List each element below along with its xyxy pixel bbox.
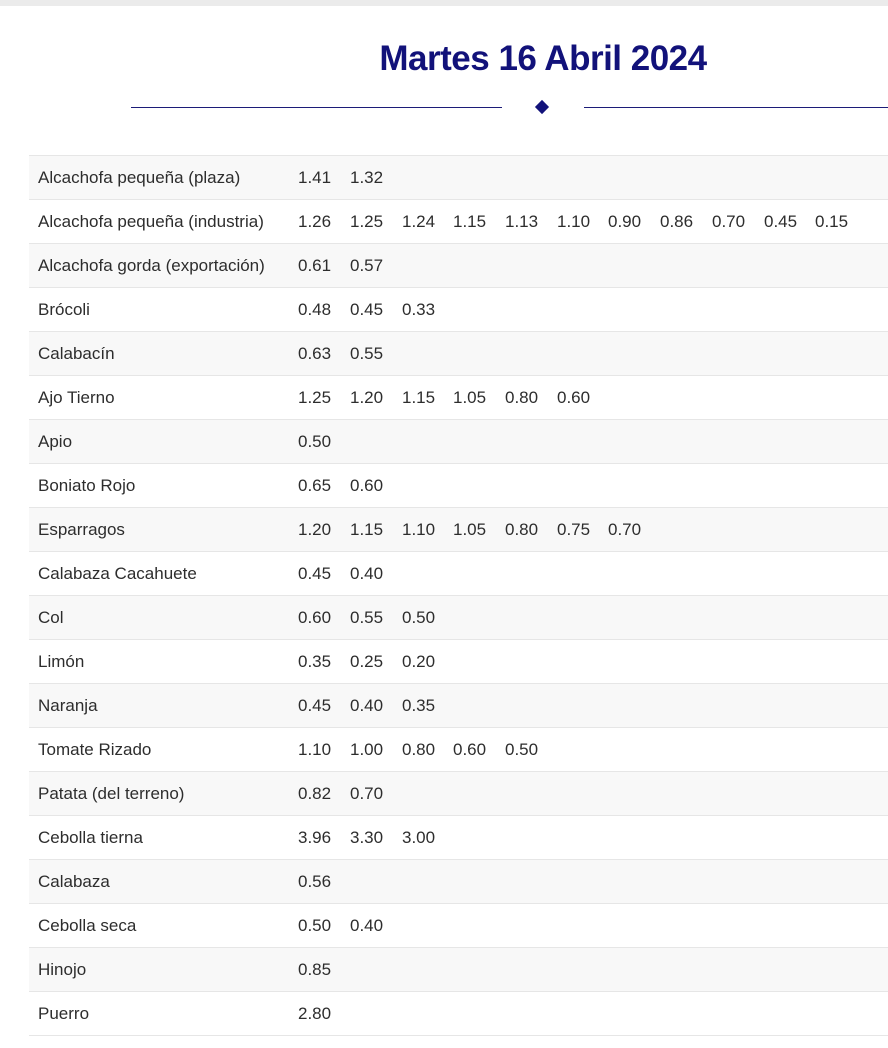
table-row bbox=[29, 244, 888, 288]
product-name: Esparragos bbox=[38, 520, 125, 539]
price-cell: 0.65 bbox=[298, 476, 332, 495]
price-cell: 0.55 bbox=[350, 344, 384, 363]
price-cell: 0.40 bbox=[350, 916, 384, 935]
price-cell: 0.50 bbox=[402, 608, 436, 627]
price-cell: 1.15 bbox=[453, 212, 487, 231]
table-row bbox=[29, 992, 888, 1036]
price-cell: 0.45 bbox=[764, 212, 798, 231]
table-row bbox=[29, 596, 888, 640]
price-cell: 0.60 bbox=[298, 608, 332, 627]
table-row bbox=[29, 420, 888, 464]
table-row bbox=[29, 904, 888, 948]
price-cell: 0.56 bbox=[298, 872, 332, 891]
price-cell: 0.45 bbox=[298, 696, 332, 715]
product-name: Boniato Rojo bbox=[38, 476, 136, 495]
price-cell: 0.20 bbox=[402, 652, 436, 671]
price-cell: 1.20 bbox=[298, 520, 332, 539]
price-cell: 1.25 bbox=[350, 212, 384, 231]
product-name: Calabacín bbox=[38, 344, 115, 363]
price-cell: 0.50 bbox=[505, 740, 539, 759]
table-row bbox=[29, 288, 888, 332]
diamond-ornament-icon bbox=[535, 100, 549, 114]
table-row bbox=[29, 816, 888, 860]
price-cell: 1.05 bbox=[453, 388, 487, 407]
table-row bbox=[29, 464, 888, 508]
price-cell: 1.05 bbox=[453, 520, 487, 539]
price-cell: 0.45 bbox=[350, 300, 384, 319]
table-row bbox=[29, 332, 888, 376]
price-cell: 0.50 bbox=[298, 432, 332, 451]
price-cell: 1.41 bbox=[298, 168, 332, 187]
page-title: Martes 16 Abril 2024 bbox=[379, 39, 707, 78]
price-cell: 0.57 bbox=[350, 256, 384, 275]
table-row bbox=[29, 552, 888, 596]
product-name: Brócoli bbox=[38, 300, 90, 319]
product-name: Col bbox=[38, 608, 64, 627]
price-cell: 0.85 bbox=[298, 960, 332, 979]
price-cell: 0.48 bbox=[298, 300, 332, 319]
price-cell: 0.60 bbox=[350, 476, 384, 495]
table-row bbox=[29, 508, 888, 552]
price-cell: 1.15 bbox=[402, 388, 436, 407]
price-cell: 0.63 bbox=[298, 344, 332, 363]
price-cell: 3.96 bbox=[298, 828, 332, 847]
price-cell: 0.70 bbox=[712, 212, 746, 231]
price-cell: 2.80 bbox=[298, 1004, 332, 1023]
price-cell: 0.33 bbox=[402, 300, 436, 319]
table-row bbox=[29, 948, 888, 992]
price-cell: 0.50 bbox=[298, 916, 332, 935]
table-row bbox=[29, 772, 888, 816]
product-name: Patata (del terreno) bbox=[38, 784, 185, 803]
price-cell: 1.15 bbox=[350, 520, 384, 539]
table-row bbox=[29, 684, 888, 728]
product-name: Alcachofa pequeña (industria) bbox=[38, 212, 264, 231]
price-cell: 0.25 bbox=[350, 652, 384, 671]
top-strip bbox=[0, 0, 888, 6]
price-cell: 1.13 bbox=[505, 212, 539, 231]
product-name: Puerro bbox=[38, 1004, 90, 1023]
price-table bbox=[29, 155, 888, 1036]
product-name: Cebolla seca bbox=[38, 916, 137, 935]
price-cell: 0.40 bbox=[350, 564, 384, 583]
price-cell: 0.86 bbox=[660, 212, 694, 231]
title-divider-left bbox=[131, 107, 502, 108]
product-name: Alcachofa gorda (exportación) bbox=[38, 256, 265, 275]
table-row bbox=[29, 376, 888, 420]
price-cell: 1.10 bbox=[557, 212, 591, 231]
product-name: Alcachofa pequeña (plaza) bbox=[38, 168, 241, 187]
product-name: Calabaza Cacahuete bbox=[38, 564, 197, 583]
price-cell: 1.10 bbox=[402, 520, 436, 539]
price-cell: 1.10 bbox=[298, 740, 332, 759]
price-cell: 3.30 bbox=[350, 828, 384, 847]
table-row bbox=[29, 640, 888, 684]
price-cell: 0.55 bbox=[350, 608, 384, 627]
price-cell: 0.35 bbox=[402, 696, 436, 715]
price-cell: 1.24 bbox=[402, 212, 436, 231]
price-cell: 0.60 bbox=[557, 388, 591, 407]
product-name: Apio bbox=[38, 432, 73, 451]
price-cell: 0.80 bbox=[505, 388, 539, 407]
product-name: Calabaza bbox=[38, 872, 110, 891]
price-cell: 0.40 bbox=[350, 696, 384, 715]
price-cell: 0.61 bbox=[298, 256, 332, 275]
price-cell: 0.35 bbox=[298, 652, 332, 671]
price-cell: 1.32 bbox=[350, 168, 384, 187]
table-row bbox=[29, 156, 888, 200]
product-name: Hinojo bbox=[38, 960, 87, 979]
price-cell: 1.00 bbox=[350, 740, 384, 759]
product-name: Limón bbox=[38, 652, 85, 671]
price-cell: 0.45 bbox=[298, 564, 332, 583]
price-cell: 0.60 bbox=[453, 740, 487, 759]
price-cell: 0.80 bbox=[402, 740, 436, 759]
price-cell: 0.70 bbox=[350, 784, 384, 803]
title-divider-right bbox=[584, 107, 888, 108]
price-cell: 0.82 bbox=[298, 784, 332, 803]
price-cell: 0.15 bbox=[815, 212, 849, 231]
table-row bbox=[29, 728, 888, 772]
price-cell: 0.70 bbox=[608, 520, 642, 539]
table-row bbox=[29, 200, 888, 244]
product-name: Cebolla tierna bbox=[38, 828, 143, 847]
price-cell: 3.00 bbox=[402, 828, 436, 847]
price-cell: 0.90 bbox=[608, 212, 642, 231]
price-cell: 1.26 bbox=[298, 212, 332, 231]
table-row bbox=[29, 860, 888, 904]
price-cell: 1.25 bbox=[298, 388, 332, 407]
product-name: Tomate Rizado bbox=[38, 740, 152, 759]
product-name: Naranja bbox=[38, 696, 98, 715]
price-cell: 0.80 bbox=[505, 520, 539, 539]
product-name: Ajo Tierno bbox=[38, 388, 115, 407]
price-cell: 0.75 bbox=[557, 520, 591, 539]
price-cell: 1.20 bbox=[350, 388, 384, 407]
